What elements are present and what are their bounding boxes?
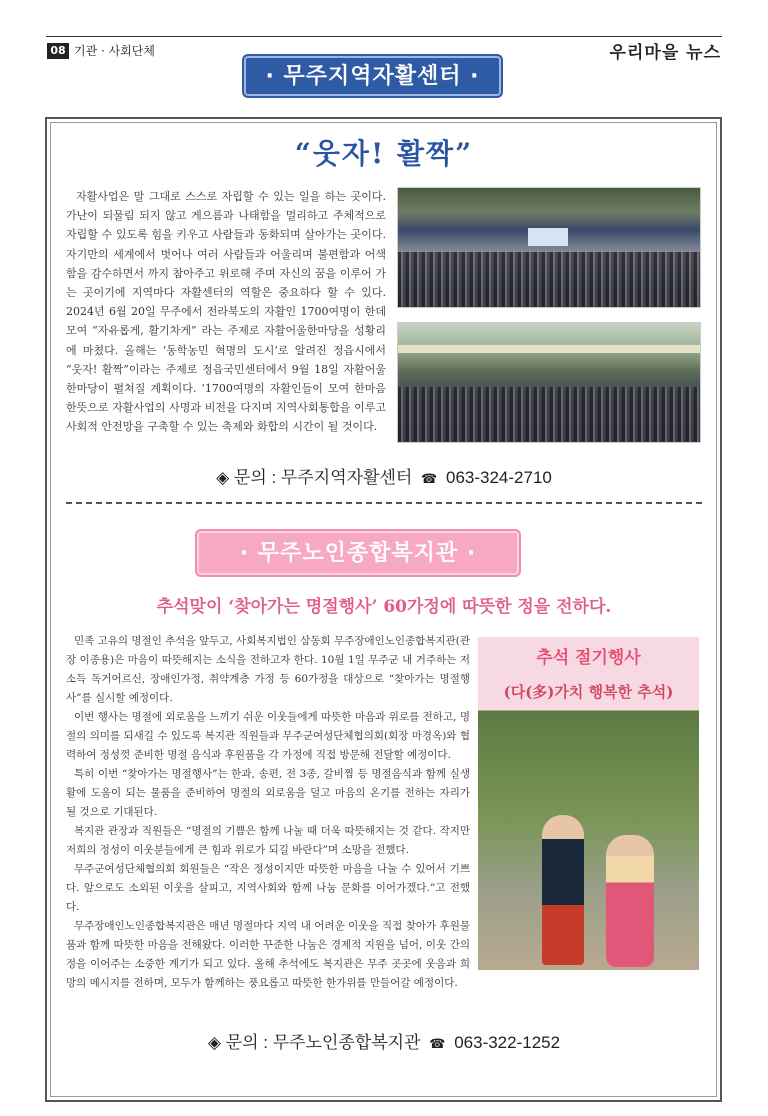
body-paragraph: 무주군여성단체협의회 회원들은 “작은 정성이지만 따뜻한 마음을 나눌 수 있어서 기쁘다. 앞으로도 소외된 이웃을 살피고, 지역사회와 함께 나눔 문화를 이어가겠다.”고 전했다. [66, 863, 470, 913]
crowd-image [398, 252, 700, 307]
body-paragraph: 이번 행사는 명절에 외로움을 느끼기 쉬운 이웃들에게 따뜻한 마음과 위로를 전하고, 명절의 의미를 되새길 수 있도록 복지관 직원들과 무주군여성단체협의회(회장 마경옥)와 협력하여 정성껏 준비한 명절 음식과 후원품을 각 가정에 직접 방문해 전달할 예정이다. [66, 711, 470, 761]
gymnasium-event-photo [397, 187, 701, 308]
center2-contact [0, 1028, 768, 1053]
body-paragraph: 민족 고유의 명절인 추석을 앞두고, 사회복지법인 삼동회 무주장애인노인종합복지관(관장 이종용)은 마음이 따뜻해지는 소식을 전하고자 한다. 10월 1일 무주군 내 거주하는 저소득 독거어르신, 장애인가정, 취약계층 가정 등 60가정을 대상으로 “찾아가는 명절행사”를 실시할 예정이다. [66, 635, 470, 704]
contact-label: ◈ 문의 : 무주지역자활센터 [216, 468, 413, 487]
phone-number: 063-324-2710 [445, 468, 552, 487]
photo-sign-title: 추석 절기행사 [536, 648, 641, 668]
center2-banner: · 무주노인종합복지관 · [197, 531, 519, 575]
center1-body-text: 자활사업은 말 그대로 스스로 자립할 수 있는 일을 하는 곳이다. 가난이 되물림 되지 않고 게으름과 나태함을 멀리하고 주체적으로 자립할 수 있도록 힘을 키우고 사람들과 동화되며 살아가는 곳이다. 자기만의 세계에서 벗어나 여러 사람들과 어울리며 불편함과 어색함을 감수하면서 까지 참아주고 위로해 주며 자신의 꿈을 이루어 가는 곳이기에 지역마다 자활센터의 역할은 중요하다 할 수 있다. 2024년 6월 20일 무주에서 전라북도의 자활인 1700여명이 한데 모여 “자유롭게, 활기차게” 라는 주제로 자활어울한마당을 성황리에 마쳤다. 올해는 ‘동학농민 혁명의 도시’로 알려진 정읍시에서 “웃자! 활짝”이라는 주제로 정읍국민센터에서 9월 18일 자활어울한마당이 펼쳐질 계획이다. ‘1700여명의 자활인들이 모여 한마음 한뜻으로 자활사업의 사명과 비전을 다지며 지역사회통합을 이루고 사회적 안전망을 구축할 수 있는 축제와 화합의 시간이 될 것이다. [66, 190, 386, 434]
section-title: 기관 · 사회단체 [74, 44, 155, 58]
section-divider [66, 502, 702, 504]
body-paragraph: 복지관 관장과 직원들은 “명절의 기쁨은 함께 나눌 때 더욱 따뜻해지는 것 같다. 작지만 저희의 정성이 이웃분들에게 큰 힘과 위로가 되길 바란다”며 소망을 전했다. [66, 825, 470, 856]
phone-icon: ☎ [429, 1036, 446, 1051]
header-rule [46, 36, 722, 37]
newspaper-brand-logo: 우리마을 뉴스 [609, 43, 721, 63]
crowd-image [398, 387, 700, 442]
center2-body-text [66, 632, 470, 993]
body-paragraph: 특히 이번 “찾아가는 명절행사”는 한과, 송편, 전 3종, 갈비찜 등 명절음식과 함께 실생활에 도움이 되는 물품을 준비하여 명절의 외로움을 덜고 마음의 온기를 전하는 자리가 될 것으로 기대된다. [66, 768, 470, 818]
body-paragraph: 무주장애인노인종합복지관은 매년 명절마다 지역 내 어려운 이웃을 직접 찾아가 후원물품과 함께 따뜻한 마음을 전해왔다. 이러한 꾸준한 나눔은 경제적 지원을 넘어, 이웃 간의 정을 이어주는 소중한 계기가 되고 있다. 올해 추석에도 복지관은 무주 곳곳에 웃음과 희망의 메시지를 전하며, 모두가 함께하는 풍요롭고 따뜻한 한가위를 만들어갈 예정이다. [66, 920, 470, 989]
center1-headline: “웃자! 활짝” [294, 137, 474, 170]
center1-contact [0, 463, 768, 488]
contact-label: ◈ 문의 : 무주노인종합복지관 [207, 1033, 421, 1052]
photo-sign-subtitle: (다(多)가치 행복한 추석) [503, 683, 674, 701]
person-in-hanbok-man [542, 815, 584, 965]
phone-number: 063-322-1252 [454, 1033, 561, 1052]
center1-banner: · 무주지역자활센터 · [244, 56, 501, 96]
page-number: 08 [47, 43, 69, 59]
chuseok-event-photo [478, 637, 699, 970]
group-photo [397, 322, 701, 443]
person-in-hanbok-woman [606, 835, 654, 967]
center2-headline: 추석맞이 ‘찾아가는 명절행사’ 60가정에 따뜻한 정을 전하다. [156, 597, 612, 617]
stage-screen [528, 228, 568, 246]
venue-banner-strip [398, 345, 700, 353]
phone-icon: ☎ [421, 471, 438, 486]
